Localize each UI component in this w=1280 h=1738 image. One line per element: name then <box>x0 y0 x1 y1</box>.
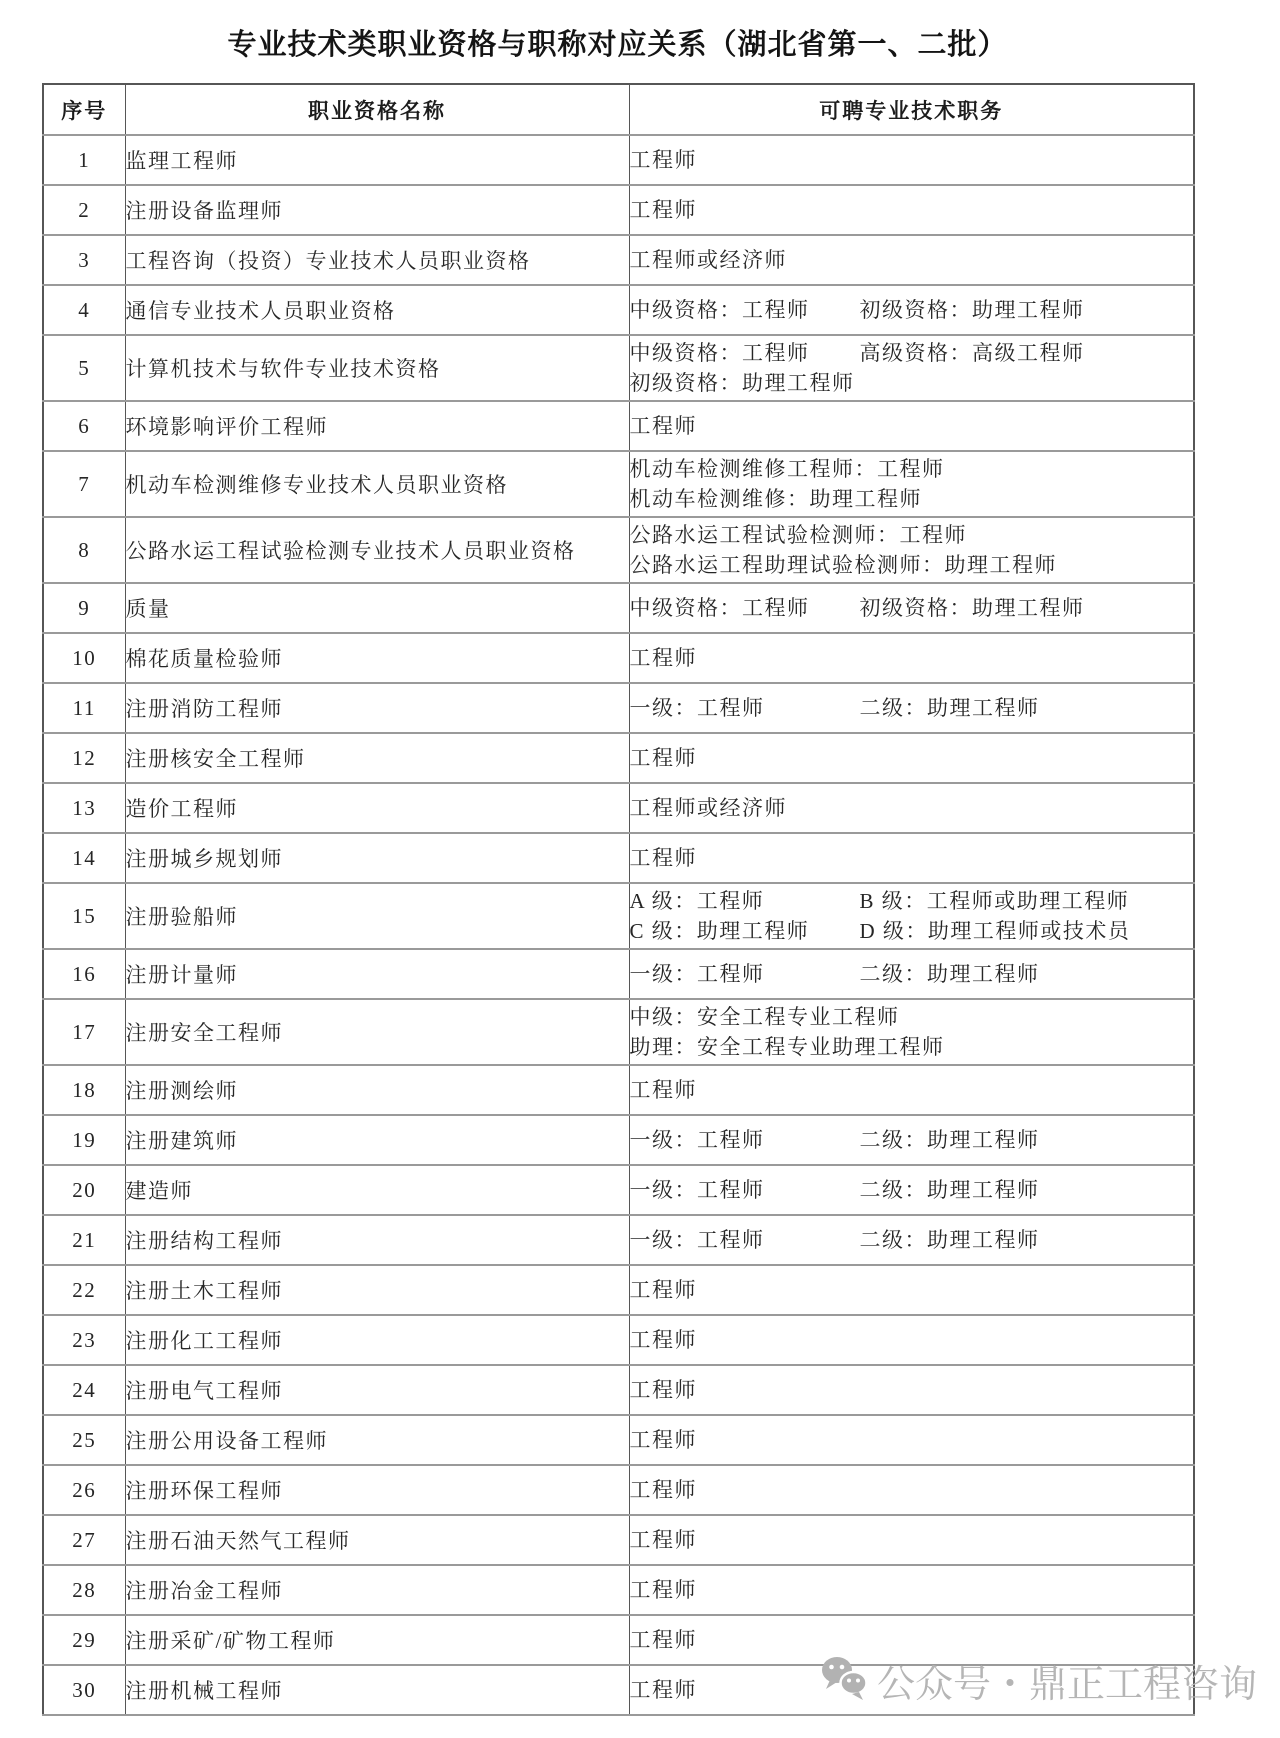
table-row <box>43 683 1194 733</box>
position-text: 工程师 <box>629 198 697 222</box>
position-cell <box>629 1315 1194 1365</box>
table-row <box>43 335 1194 401</box>
position-text: 二级：助理工程师 <box>859 1228 1040 1252</box>
table-row <box>43 583 1194 633</box>
position-cell <box>629 1215 1194 1265</box>
position-text: 二级：助理工程师 <box>859 962 1040 986</box>
qualification-name-cell: 注册化工工程师 <box>125 1315 629 1365</box>
qualification-name-cell: 计算机技术与软件专业技术资格 <box>125 335 629 401</box>
col-header-index: 序号 <box>43 84 125 135</box>
table-row <box>43 1565 1194 1615</box>
position-cell <box>629 235 1194 285</box>
row-number-cell: 28 <box>43 1565 125 1615</box>
qualification-name-cell: 注册测绘师 <box>125 1065 629 1115</box>
qualification-name-cell: 工程咨询（投资）专业技术人员职业资格 <box>125 235 629 285</box>
qualification-name-cell: 建造师 <box>125 1165 629 1215</box>
position-text: 工程师 <box>629 1628 697 1652</box>
row-number-cell: 29 <box>43 1615 125 1665</box>
position-text: 工程师 <box>629 1378 697 1402</box>
position-cell <box>629 135 1194 185</box>
position-cell <box>629 1265 1194 1315</box>
position-text: 工程师 <box>629 846 697 870</box>
position-cell <box>629 1465 1194 1515</box>
table-row <box>43 451 1194 517</box>
qualification-name-cell: 通信专业技术人员职业资格 <box>125 285 629 335</box>
position-cell <box>629 1365 1194 1415</box>
document <box>42 0 1193 1716</box>
table-row <box>43 1615 1194 1665</box>
row-number-cell: 19 <box>43 1115 125 1165</box>
row-number-cell: 12 <box>43 733 125 783</box>
qualification-name-cell: 棉花质量检验师 <box>125 633 629 683</box>
table-row <box>43 733 1194 783</box>
position-text: 工程师 <box>629 1578 697 1602</box>
row-number-cell: 30 <box>43 1665 125 1715</box>
position-text: 一级：工程师 <box>629 1228 765 1252</box>
table-row <box>43 1265 1194 1315</box>
position-cell <box>629 883 1194 949</box>
position-cell <box>629 683 1194 733</box>
row-number-cell: 6 <box>43 401 125 451</box>
table-row <box>43 783 1194 833</box>
table-row <box>43 1465 1194 1515</box>
table-row <box>43 1665 1194 1715</box>
row-number-cell: 23 <box>43 1315 125 1365</box>
table-row <box>43 185 1194 235</box>
row-number-cell: 5 <box>43 335 125 401</box>
position-cell <box>629 1565 1194 1615</box>
position-cell <box>629 185 1194 235</box>
position-text: 工程师 <box>629 1528 697 1552</box>
row-number-cell: 21 <box>43 1215 125 1265</box>
position-cell <box>629 583 1194 633</box>
position-text: 公路水运工程助理试验检测师：助理工程师 <box>629 553 1057 577</box>
row-number-cell: 15 <box>43 883 125 949</box>
position-cell <box>629 1415 1194 1465</box>
table-row <box>43 517 1194 583</box>
qualification-name-cell: 造价工程师 <box>125 783 629 833</box>
qualification-name-cell: 注册电气工程师 <box>125 1365 629 1415</box>
qualification-name-cell: 注册城乡规划师 <box>125 833 629 883</box>
table-row <box>43 1165 1194 1215</box>
qualification-name-cell: 注册消防工程师 <box>125 683 629 733</box>
qualification-name-cell: 注册验船师 <box>125 883 629 949</box>
row-number-cell: 4 <box>43 285 125 335</box>
qualification-name-cell: 环境影响评价工程师 <box>125 401 629 451</box>
position-cell <box>629 1165 1194 1215</box>
position-cell <box>629 517 1194 583</box>
position-text: C 级：助理工程师 <box>629 919 810 943</box>
row-number-cell: 3 <box>43 235 125 285</box>
position-cell <box>629 1665 1194 1715</box>
position-text: A 级：工程师 <box>629 889 765 913</box>
qualification-name-cell: 注册设备监理师 <box>125 185 629 235</box>
position-text: 一级：工程师 <box>629 696 765 720</box>
table-row <box>43 1115 1194 1165</box>
position-text: 工程师 <box>629 1678 697 1702</box>
table-row <box>43 1315 1194 1365</box>
row-number-cell: 24 <box>43 1365 125 1415</box>
position-text: 工程师 <box>629 1278 697 1302</box>
table-row <box>43 833 1194 883</box>
position-text: 工程师 <box>629 414 697 438</box>
position-text: 二级：助理工程师 <box>859 696 1040 720</box>
qualification-name-cell: 公路水运工程试验检测专业技术人员职业资格 <box>125 517 629 583</box>
position-cell <box>629 1615 1194 1665</box>
table-row <box>43 633 1194 683</box>
row-number-cell: 26 <box>43 1465 125 1515</box>
position-cell <box>629 401 1194 451</box>
position-text: 助理：安全工程专业助理工程师 <box>629 1035 945 1059</box>
row-number-cell: 22 <box>43 1265 125 1315</box>
row-number-cell: 8 <box>43 517 125 583</box>
row-number-cell: 17 <box>43 999 125 1065</box>
qualification-name-cell: 注册采矿/矿物工程师 <box>125 1615 629 1665</box>
row-number-cell: 7 <box>43 451 125 517</box>
col-header-qualification-name: 职业资格名称 <box>125 84 629 135</box>
position-text: 初级资格：助理工程师 <box>859 298 1085 322</box>
qualification-name-cell: 注册石油天然气工程师 <box>125 1515 629 1565</box>
row-number-cell: 16 <box>43 949 125 999</box>
row-number-cell: 25 <box>43 1415 125 1465</box>
position-cell <box>629 451 1194 517</box>
qualification-name-cell: 监理工程师 <box>125 135 629 185</box>
position-text: 工程师或经济师 <box>629 248 787 272</box>
qualification-name-cell: 注册环保工程师 <box>125 1465 629 1515</box>
position-text: 公路水运工程试验检测师：工程师 <box>629 523 967 547</box>
qualification-name-cell: 注册冶金工程师 <box>125 1565 629 1615</box>
table-row <box>43 1365 1194 1415</box>
col-header-position: 可聘专业技术职务 <box>629 84 1194 135</box>
position-text: B 级：工程师或助理工程师 <box>859 889 1130 913</box>
row-number-cell: 27 <box>43 1515 125 1565</box>
position-cell <box>629 1065 1194 1115</box>
qualification-name-cell: 机动车检测维修专业技术人员职业资格 <box>125 451 629 517</box>
position-cell <box>629 1115 1194 1165</box>
position-text: 二级：助理工程师 <box>859 1178 1040 1202</box>
row-number-cell: 14 <box>43 833 125 883</box>
row-number-cell: 13 <box>43 783 125 833</box>
watermark-text: 公众号・鼎正工程咨询 <box>877 1664 1258 1706</box>
qualification-table <box>42 83 1195 1716</box>
position-text: 一级：工程师 <box>629 1128 765 1152</box>
table-row <box>43 401 1194 451</box>
table-row <box>43 135 1194 185</box>
row-number-cell: 10 <box>43 633 125 683</box>
position-text: 初级资格：助理工程师 <box>629 371 855 395</box>
table-row <box>43 285 1194 335</box>
position-text: 机动车检测维修工程师：工程师 <box>629 457 945 481</box>
position-cell <box>629 949 1194 999</box>
qualification-name-cell: 注册机械工程师 <box>125 1665 629 1715</box>
position-cell <box>629 733 1194 783</box>
table-row <box>43 1215 1194 1265</box>
position-text: 一级：工程师 <box>629 1178 765 1202</box>
position-text: 工程师 <box>629 148 697 172</box>
position-text: 中级资格：工程师 <box>629 596 810 620</box>
table-row <box>43 949 1194 999</box>
qualification-name-cell: 质量 <box>125 583 629 633</box>
row-number-cell: 9 <box>43 583 125 633</box>
position-cell <box>629 1515 1194 1565</box>
position-text: 工程师或经济师 <box>629 796 787 820</box>
position-cell <box>629 285 1194 335</box>
position-text: 工程师 <box>629 1328 697 1352</box>
qualification-name-cell: 注册核安全工程师 <box>125 733 629 783</box>
table-row <box>43 1065 1194 1115</box>
qualification-name-cell: 注册计量师 <box>125 949 629 999</box>
position-text: 工程师 <box>629 1078 697 1102</box>
table-row <box>43 1515 1194 1565</box>
position-text: 一级：工程师 <box>629 962 765 986</box>
position-text: D 级：助理工程师或技术员 <box>859 919 1131 943</box>
position-text: 工程师 <box>629 646 697 670</box>
qualification-name-cell: 注册结构工程师 <box>125 1215 629 1265</box>
table-row <box>43 1415 1194 1465</box>
qualification-name-cell: 注册建筑师 <box>125 1115 629 1165</box>
position-text: 工程师 <box>629 746 697 770</box>
position-cell <box>629 335 1194 401</box>
qualification-name-cell: 注册安全工程师 <box>125 999 629 1065</box>
position-text: 工程师 <box>629 1428 697 1452</box>
row-number-cell: 20 <box>43 1165 125 1215</box>
qualification-name-cell: 注册公用设备工程师 <box>125 1415 629 1465</box>
table-row <box>43 235 1194 285</box>
page-title: 专业技术类职业资格与职称对应关系（湖北省第一、二批） <box>227 29 1008 61</box>
row-number-cell: 11 <box>43 683 125 733</box>
table-row <box>43 999 1194 1065</box>
position-cell <box>629 633 1194 683</box>
position-text: 中级资格：工程师 <box>629 341 810 365</box>
table-row <box>43 883 1194 949</box>
position-text: 中级：安全工程专业工程师 <box>629 1005 900 1029</box>
position-text: 二级：助理工程师 <box>859 1128 1040 1152</box>
position-cell <box>629 999 1194 1065</box>
position-text: 高级资格：高级工程师 <box>859 341 1085 365</box>
position-text: 中级资格：工程师 <box>629 298 810 322</box>
position-text: 工程师 <box>629 1478 697 1502</box>
row-number-cell: 2 <box>43 185 125 235</box>
position-cell <box>629 833 1194 883</box>
position-text: 初级资格：助理工程师 <box>859 596 1085 620</box>
qualification-name-cell: 注册土木工程师 <box>125 1265 629 1315</box>
header-row <box>43 84 1194 135</box>
position-cell <box>629 783 1194 833</box>
row-number-cell: 1 <box>43 135 125 185</box>
row-number-cell: 18 <box>43 1065 125 1115</box>
position-text: 机动车检测维修：助理工程师 <box>629 487 922 511</box>
